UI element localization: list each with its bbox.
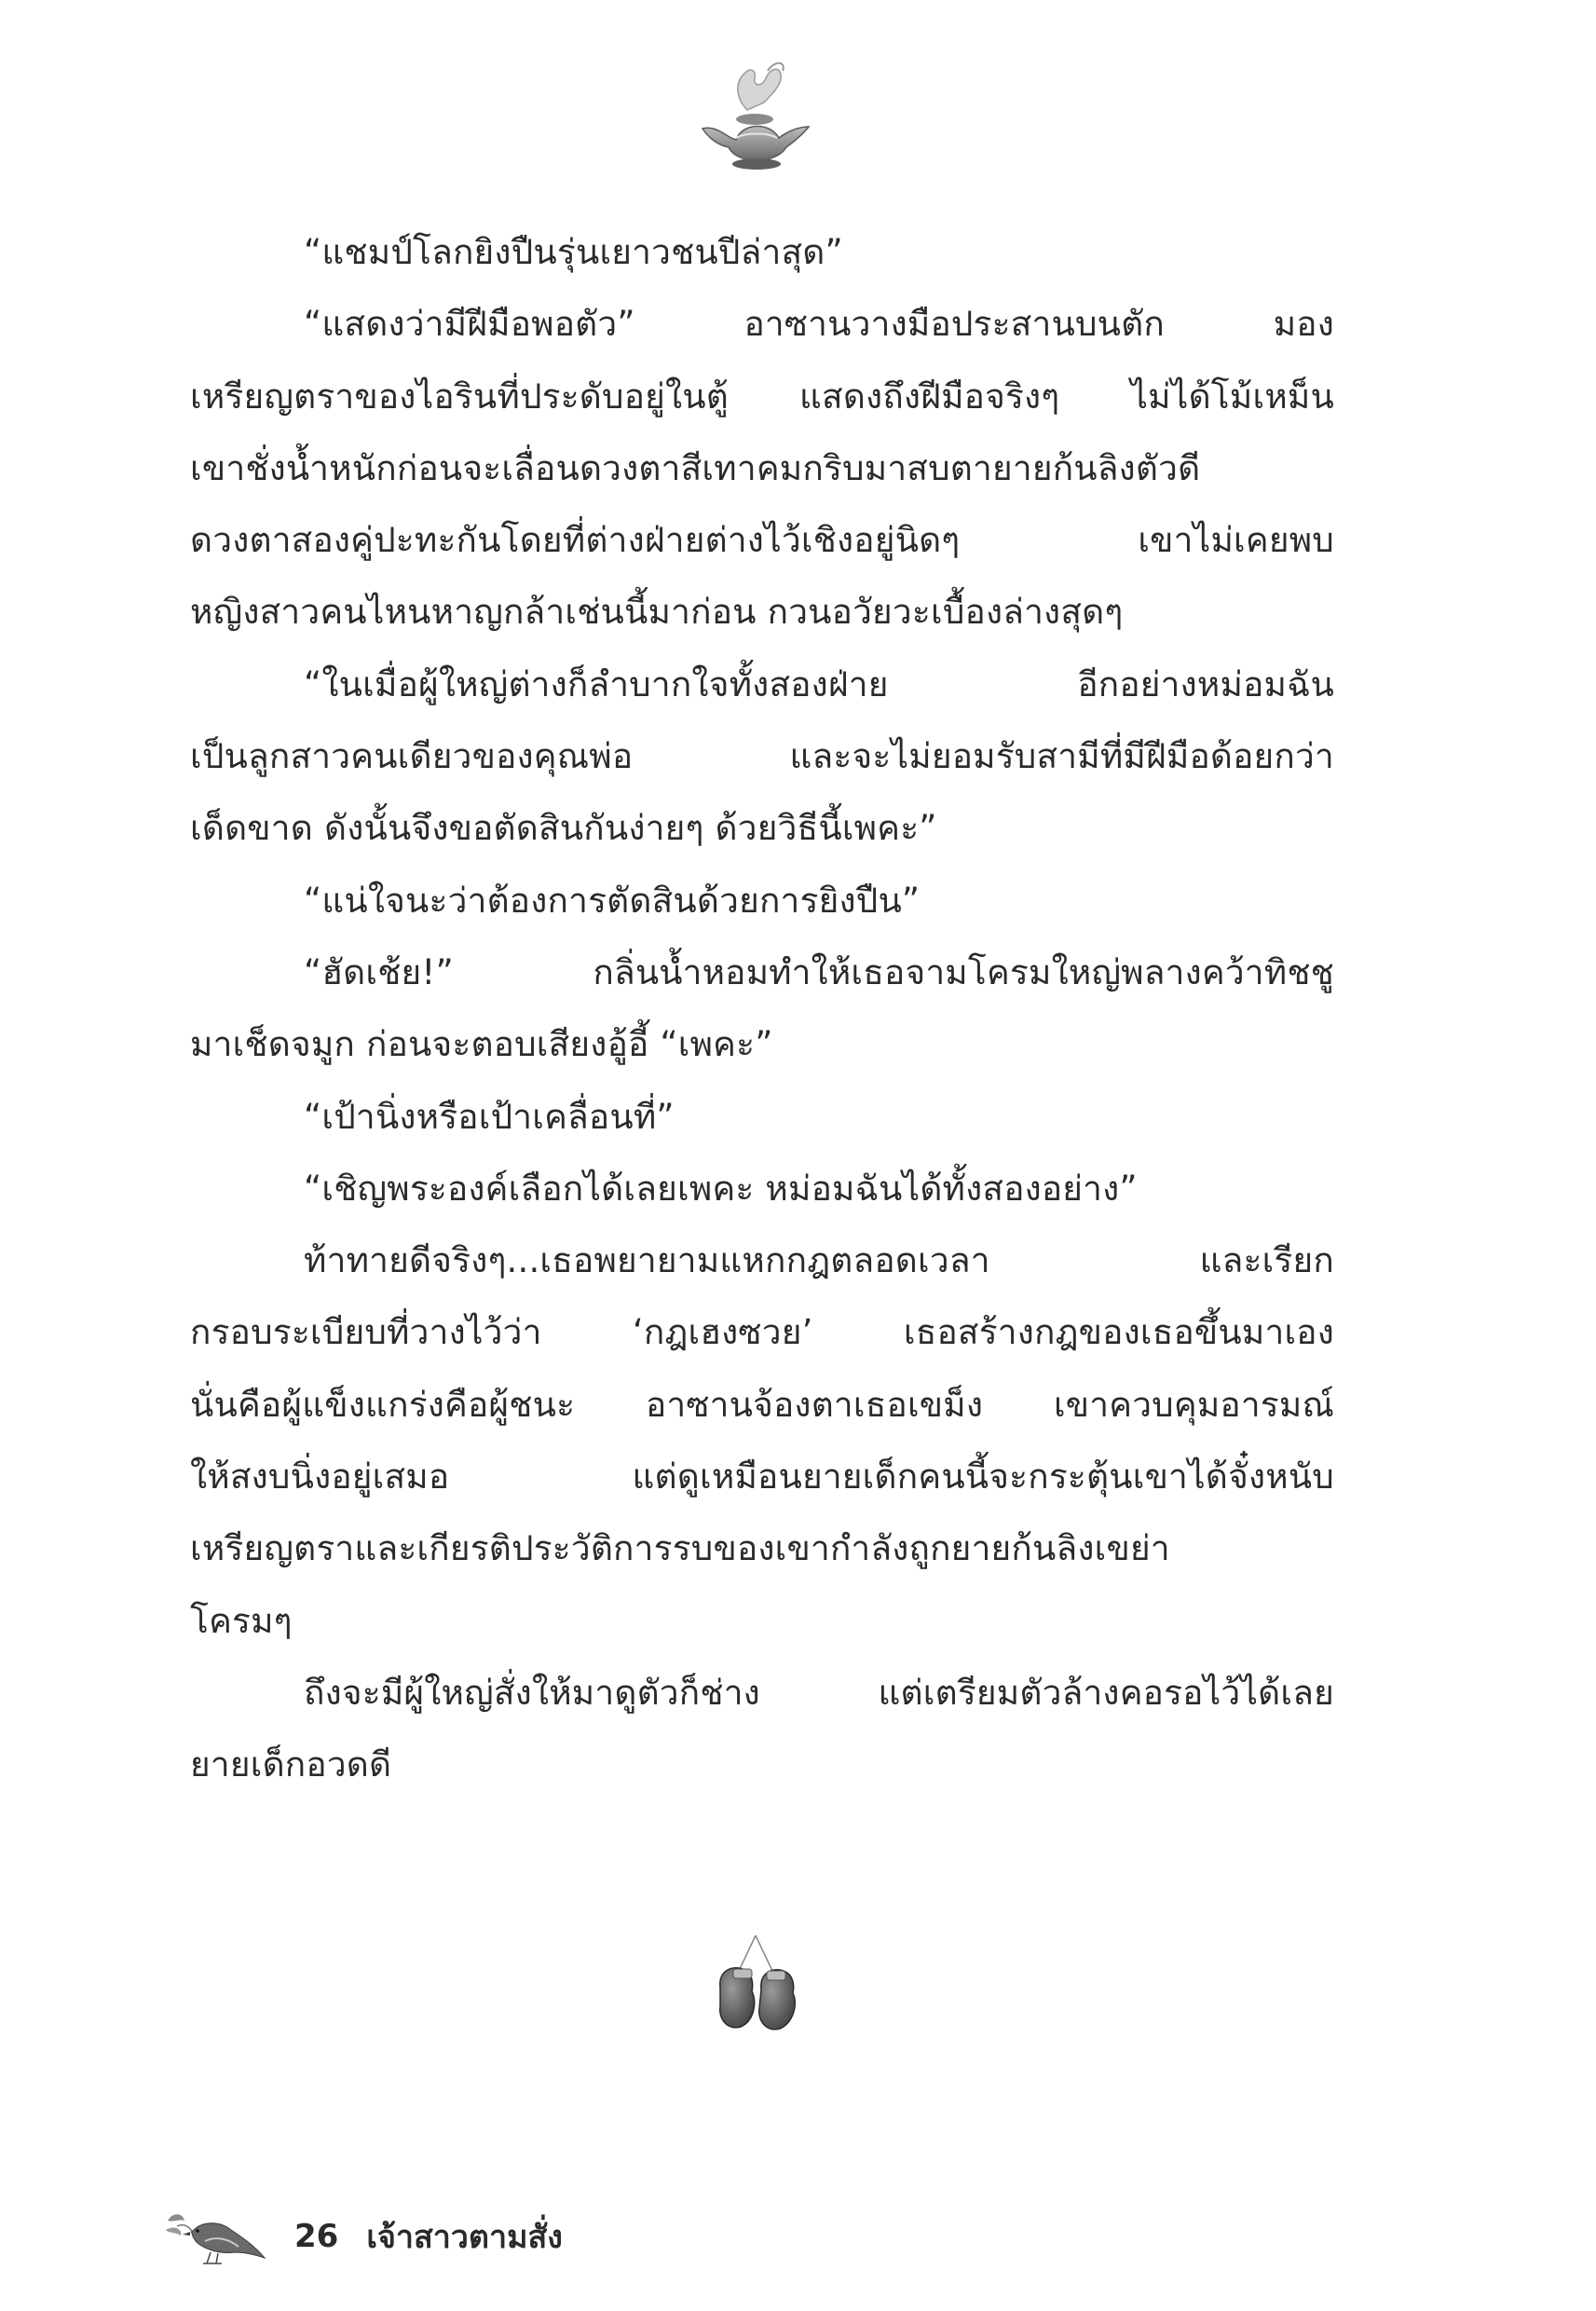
text-line: นั่นคือผู้แข็งแกร่งคือผู้ชนะ อาซานจ้องตาเธอเขม็ง เขาควบคุมอารมณ์ <box>190 1384 1334 1425</box>
text-line: มาเช็ดจมูก ก่อนจะตอบเสียงอู้อี้ “เพคะ” <box>190 1024 773 1065</box>
text-line: “เป้านิ่งหรือเป้าเคลื่อนที่” <box>304 1096 675 1137</box>
text-line: หญิงสาวคนไหนหาญกล้าเช่นนี้มาก่อน กวนอวัยวะเบื้องล่างสุดๆ <box>190 592 1124 633</box>
text-line: “แชมป์โลกยิงปืนรุ่นเยาวชนปีล่าสุด” <box>304 232 843 272</box>
text-line: ดวงตาสองคู่ปะทะกันโดยที่ต่างฝ่ายต่างไว้เชิงอยู่นิดๆ เขาไม่เคยพบ <box>190 520 1334 561</box>
bird-icon <box>164 2204 268 2269</box>
page-number: 26 <box>294 2218 339 2255</box>
text-line: ถึงจะมีผู้ใหญ่สั่งให้มาดูตัวก็ช่าง แต่เตรียมตัวล้างคอรอไว้ได้เลย <box>304 1672 1334 1713</box>
text-line: กรอบระเบียบที่วางไว้ว่า ‘กฎเฮงซวย’ เธอสร้างกฎของเธอขึ้นมาเอง <box>190 1312 1334 1353</box>
text-line: “ฮัดเช้ย!” กลิ่นน้ำหอมทำให้เธอจามโครมใหญ่พลางคว้าทิชชู <box>304 951 1334 992</box>
page-footer <box>164 2199 563 2274</box>
text-line: เขาชั่งน้ำหนักก่อนจะเลื่อนดวงตาสีเทาคมกริบมาสบตายายก้นลิงตัวดี <box>190 447 1201 488</box>
text-line: เหรียญตราและเกียรติประวัติการรบของเขากำลังถูกยายก้นลิงเขย่า <box>190 1528 1170 1569</box>
boxing-gloves-icon <box>711 1934 800 2036</box>
body-text <box>190 216 1334 1801</box>
text-line: เหรียญตราของไอรินที่ประดับอยู่ในตู้ แสดงถึงฝีมือจริงๆ ไม่ได้โม้เหม็น <box>190 376 1334 417</box>
book-title: เจ้าสาวตามสั่ง <box>366 2219 563 2256</box>
text-line: ท้าทายดีจริงๆ...เธอพยายามแหกกฎตลอดเวลา และเรียก <box>304 1240 1334 1281</box>
text-line: ให้สงบนิ่งอยู่เสมอ แต่ดูเหมือนยายเด็กคนนี้จะกระตุ้นเขาได้จั๋งหนับ <box>190 1456 1334 1497</box>
text-line: เป็นลูกสาวคนเดียวของคุณพ่อ และจะไม่ยอมรับสามีที่มีฝีมือด้อยกว่า <box>190 736 1334 777</box>
genie-lamp-icon <box>689 54 820 175</box>
text-line: “ในเมื่อผู้ใหญ่ต่างก็ลำบากใจทั้งสองฝ่าย อีกอย่างหม่อมฉัน <box>304 663 1334 704</box>
text-line: โครมๆ <box>190 1600 293 1641</box>
text-line: เด็ดขาด ดังนั้นจึงขอตัดสินกันง่ายๆ ด้วยวิธีนี้เพคะ” <box>190 808 937 849</box>
text-line: “เชิญพระองค์เลือกได้เลยเพคะ หม่อมฉันได้ทั้งสองอย่าง” <box>304 1168 1138 1209</box>
text-line: ยายเด็กอวดดี <box>190 1744 392 1785</box>
text-line: “แสดงว่ามีฝีมือพอตัว” อาซานวางมือประสานบนตัก มอง <box>304 304 1334 345</box>
text-line: “แน่ใจนะว่าต้องการตัดสินด้วยการยิงปืน” <box>304 880 921 921</box>
